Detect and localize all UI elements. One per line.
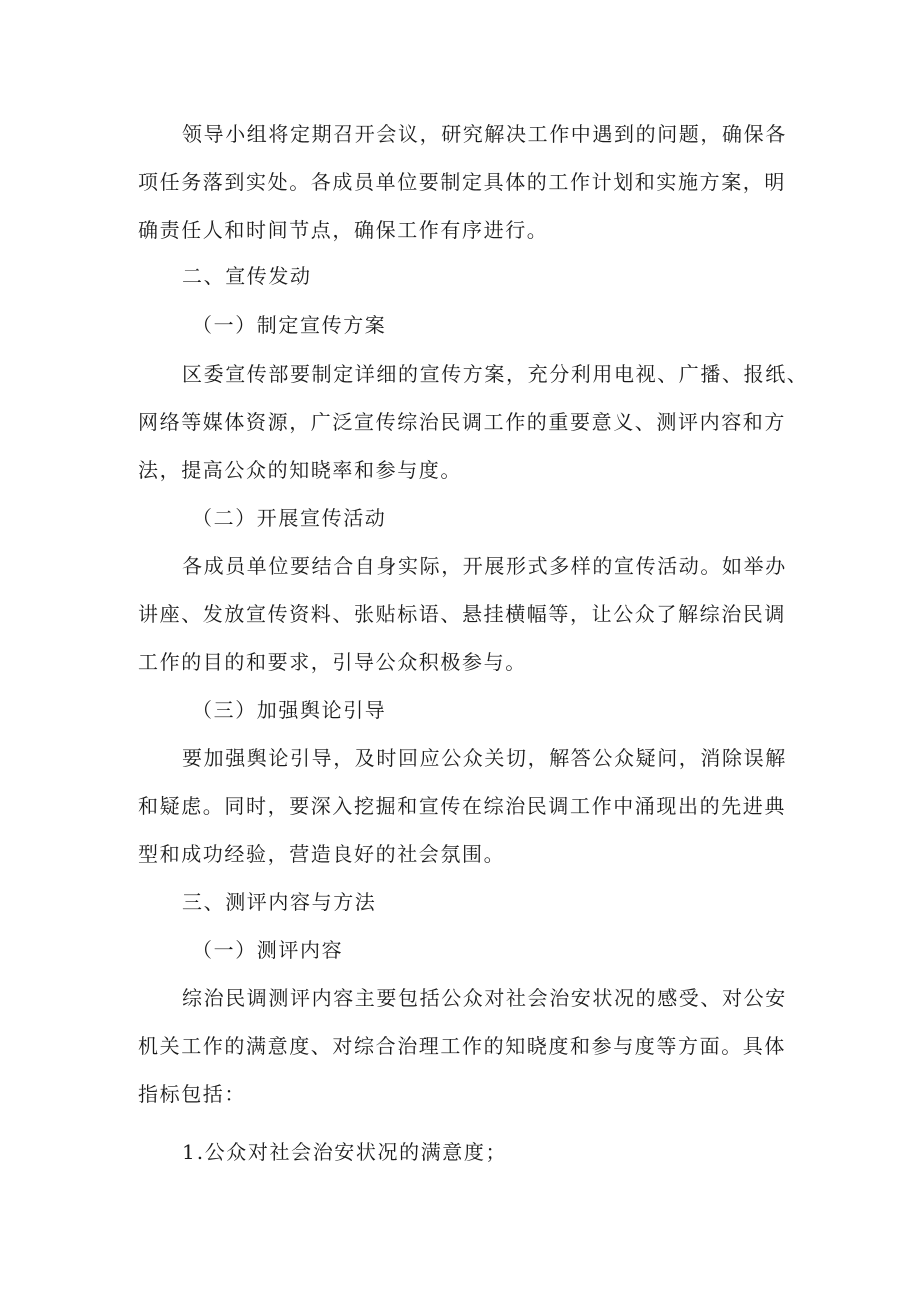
subheading-publicity-plan: [138, 301, 808, 349]
text-line: 各成员单位要结合自身实际，开展形式多样的宣传活动。如举办: [182, 554, 787, 578]
list-item-line: [138, 1128, 808, 1176]
subheading-text: （一）制定宣传方案: [192, 313, 387, 337]
text-line: 项任务落到实处。各成员单位要制定具体的工作计划和实施方案，明: [138, 170, 786, 194]
subheading-public-opinion: [138, 686, 808, 734]
text-line: 综治民调测评内容主要包括公众对社会治安状况的感受、对公安: [182, 986, 787, 1010]
subheading-publicity-activities: [138, 494, 808, 542]
list-item-satisfaction: [138, 1128, 808, 1176]
paragraph-leadership-meetings: [138, 110, 808, 254]
subheading-text: （一）测评内容: [192, 938, 344, 962]
section-heading-publicity: [138, 252, 808, 300]
paragraph-public-opinion: [138, 734, 808, 878]
paragraph-evaluation-content: [138, 974, 808, 1118]
subheading-text: （二）开展宣传活动: [192, 506, 387, 530]
text-line: 区委宣传部要制定详细的宣传方案，充分利用电视、广播、报纸、: [182, 362, 809, 386]
subheading-text: （三）加强舆论引导: [192, 698, 387, 722]
text-line: 网络等媒体资源，广泛宣传综治民调工作的重要意义、测评内容和方: [138, 410, 786, 434]
list-item-number: 1: [182, 1140, 197, 1164]
text-line: 法，提高公众的知晓率和参与度。: [138, 458, 462, 482]
paragraph-publicity-plan: [138, 350, 808, 494]
heading-text: 三、测评内容与方法: [182, 890, 377, 914]
text-line: 指标包括：: [138, 1082, 246, 1106]
text-line: 确责任人和时间节点，确保工作有序进行。: [138, 218, 549, 242]
text-line: 要加强舆论引导，及时回应公众关切，解答公众疑问，消除误解: [182, 746, 787, 770]
heading-text: 二、宣传发动: [182, 264, 312, 288]
paragraph-publicity-activities: [138, 542, 808, 686]
text-line: 领导小组将定期召开会议，研究解决工作中遇到的问题，确保各: [182, 122, 787, 146]
text-line: 工作的目的和要求，引导公众积极参与。: [138, 650, 527, 674]
text-line: 和疑虑。同时，要深入挖掘和宣传在综治民调工作中涌现出的先进典: [138, 794, 786, 818]
subheading-evaluation-content: [138, 926, 808, 974]
text-line: 讲座、发放宣传资料、张贴标语、悬挂横幅等，让公众了解综治民调: [138, 602, 786, 626]
text-line: 型和成功经验，营造良好的社会氛围。: [138, 842, 506, 866]
list-item-text: .公众对社会治安状况的满意度；: [196, 1140, 508, 1164]
text-line: 机关工作的满意度、对综合治理工作的知晓度和参与度等方面。具体: [138, 1034, 786, 1058]
section-heading-evaluation: [138, 878, 808, 926]
